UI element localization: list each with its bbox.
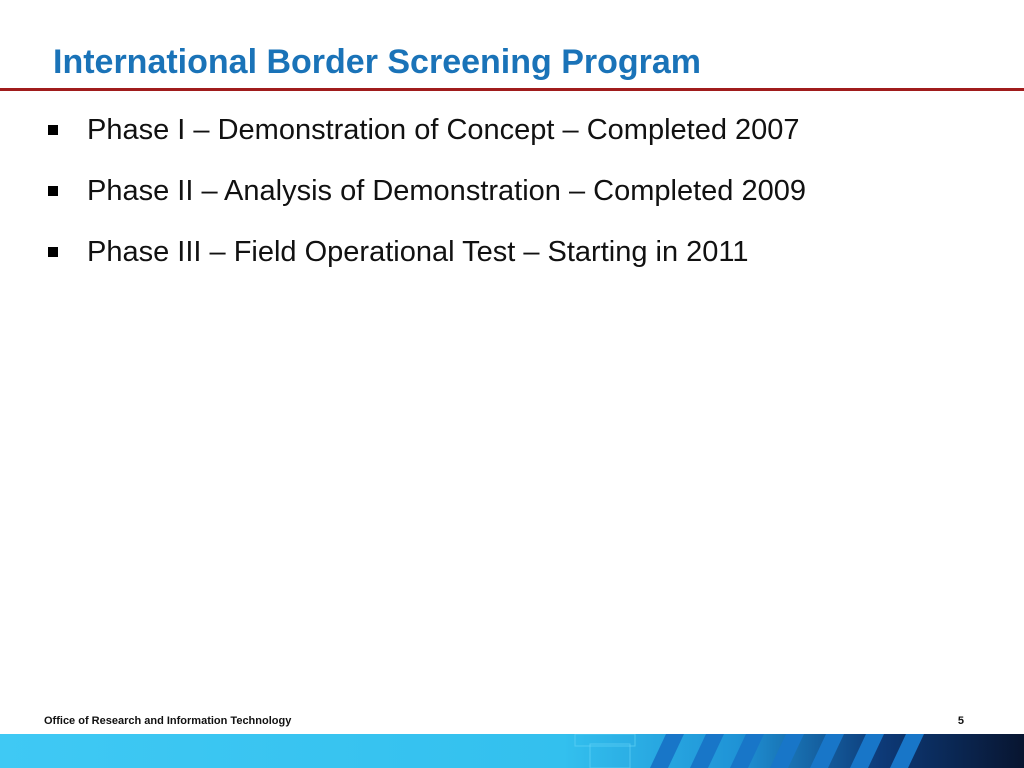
footer-decorative-band <box>0 734 1024 768</box>
page-number: 5 <box>957 715 964 727</box>
footer-band-graphic <box>0 734 1024 768</box>
bullet-text: Phase III – Field Operational Test – Starting in 2011 <box>87 236 749 268</box>
bullet-item <box>46 230 1006 291</box>
bullet-text: Phase II – Analysis of Demonstration – Completed 2009 <box>87 175 806 207</box>
square-bullet-icon <box>48 247 58 257</box>
bullet-item <box>46 169 1006 230</box>
square-bullet-icon <box>48 186 58 196</box>
footer-organization: Office of Research and Information Technology <box>44 715 292 727</box>
square-bullet-icon <box>48 125 58 135</box>
slide-title: International Border Screening Program <box>53 43 702 81</box>
bullet-list <box>46 108 1006 291</box>
bullet-text: Phase I – Demonstration of Concept – Completed 2007 <box>87 114 800 146</box>
title-divider <box>0 88 1024 91</box>
bullet-item <box>46 108 1006 169</box>
